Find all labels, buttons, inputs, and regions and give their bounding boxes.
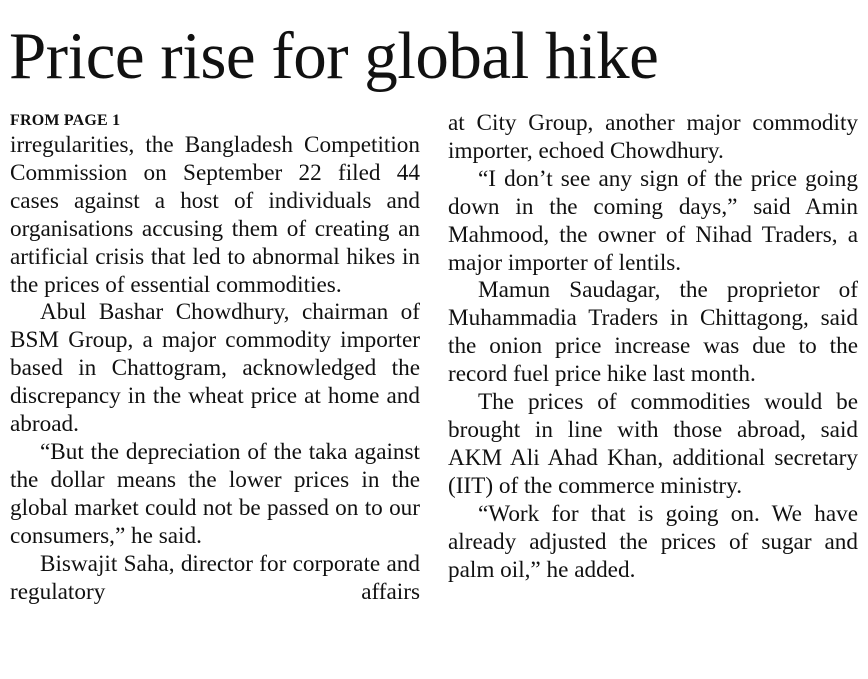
article-column-right: [448, 110, 858, 584]
paragraph: irregularities, the Bangladesh Competition Commission on September 22 filed 44 cases against a host of individuals and organisations accusing them of creating an artificial crisis that led to abnormal hikes in the prices of essential commodities.: [10, 132, 420, 298]
paragraph: Mamun Saudagar, the proprietor of Muhammadia Traders in Chittagong, said the onion price increase was due to the record fuel price hike last month.: [448, 277, 858, 388]
paragraph: at City Group, another major commodity importer, echoed Chowdhury.: [448, 110, 858, 164]
paragraph: The prices of commodities would be brought in line with those abroad, said AKM Ali Ahad Khan, additional secretary (IIT) of the commerce ministry.: [448, 389, 858, 499]
paragraph: Biswajit Saha, director for corporate and regulatory affairs: [10, 550, 420, 605]
paragraph: Abul Bashar Chowdhury, chairman of BSM Group, a major commodity importer based in Chattogram, acknowledged the discrepancy in the wheat price at home and abroad.: [10, 299, 420, 438]
paragraph: “I don’t see any sign of the price going down in the coming days,” said Amin Mahmood, the owner of Nihad Traders, a major importer of lentils.: [448, 165, 858, 276]
headline: Price rise for global hike: [9, 19, 659, 93]
article-column-left: [10, 110, 420, 606]
continuation-kicker: FROM PAGE 1: [10, 112, 121, 129]
paragraph: “But the depreciation of the taka against the dollar means the lower prices in the global market could not be passed on to our consumers,” he said.: [10, 438, 420, 549]
paragraph: “Work for that is going on. We have already adjusted the prices of sugar and palm oil,” he added.: [448, 500, 858, 583]
